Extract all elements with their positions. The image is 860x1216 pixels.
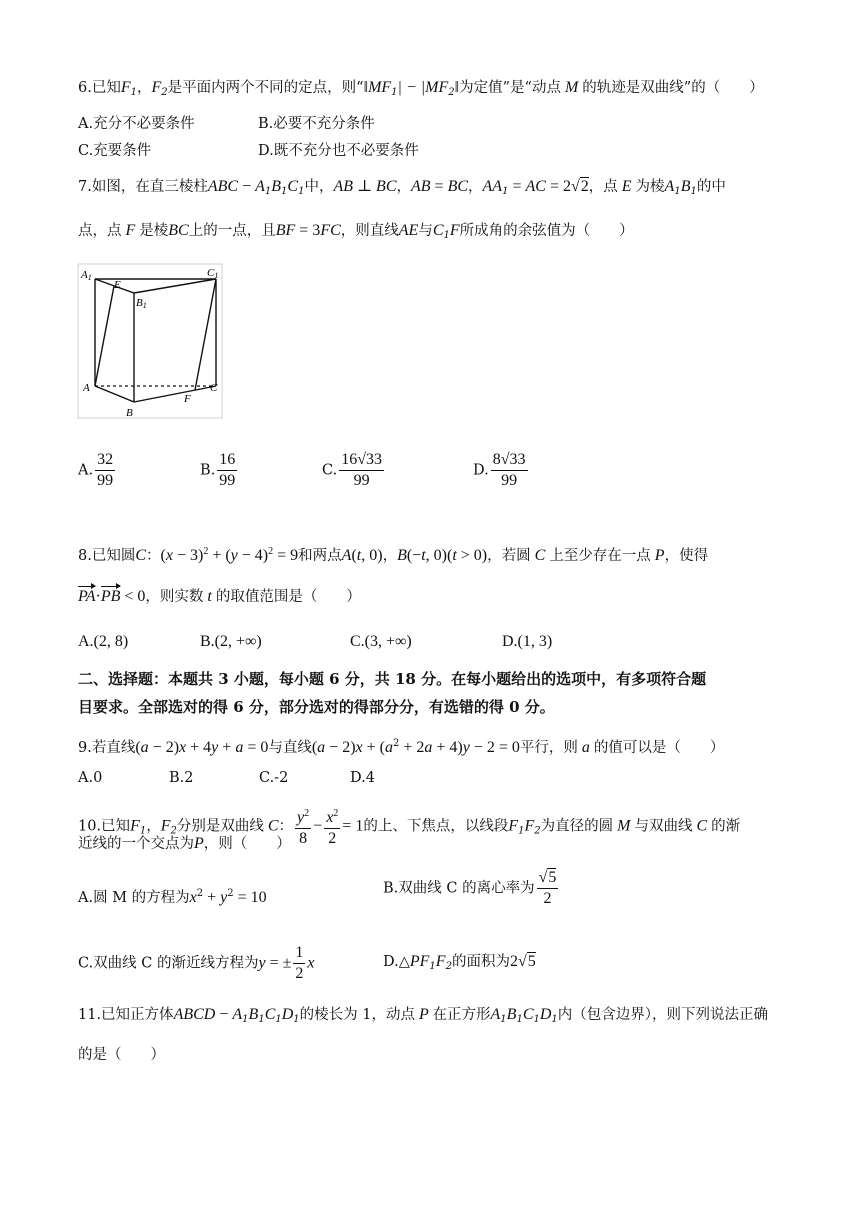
q10-option-c: C.双曲线 C 的渐近线方程为y = ± $\frac{1}{2}$ x bbox=[78, 944, 315, 982]
q6-option-b: B.必要不充分条件 bbox=[258, 116, 375, 132]
q6-option-c: C.充要条件 bbox=[78, 143, 152, 159]
q9-option-d: D.4 bbox=[350, 770, 375, 786]
q8-option-b: B.(2, +∞) bbox=[200, 633, 262, 650]
q9-stem: 9.若直线(a − 2)x + 4y + a = 0与直线$(a - 2)x + (a^2 + 2a + 4)y - 2 = 0$平行，则 a 的值可以是（ ） bbox=[78, 738, 725, 756]
q8-option-d: D.(1, 3) bbox=[502, 633, 553, 650]
q10-stem-line1: 10.已知$F_1$，$F_2$分别是双曲线 C： $\frac{y^2}{8}$ − $\frac{x^2}{2}$ = 1的上、下焦点，以线段$F_1F_2$为直径的圆 M 与双曲线 C 的渐 bbox=[78, 804, 740, 849]
q7-stem-line2: 点，点 F 是棱BC上的一点，且BF = 3FC，则直线AE与$C_1F$所成角的余弦值为（ ） bbox=[78, 222, 634, 241]
label-c1: C1 bbox=[207, 267, 219, 280]
q10-option-b: B.双曲线 C 的离心率为 $\frac{√5}{2}$ bbox=[383, 869, 557, 907]
label-a: A bbox=[83, 382, 90, 394]
label-c: C bbox=[210, 382, 218, 394]
q9-option-c: C.-2 bbox=[259, 770, 289, 786]
label-b1: B1 bbox=[136, 297, 147, 310]
q11-stem-line1: 11.已知正方体ABCD − $A_1B_1C_1D_1$的棱长为 1，动点 P 在正方形$A_1B_1C_1D_1$内（包含边界），则下列说法正确 bbox=[78, 1006, 769, 1025]
label-e: E bbox=[114, 279, 121, 291]
q9-option-b: B.2 bbox=[169, 770, 194, 786]
q8-stem-line1: 8.已知圆C：$(x - 3)^2 + (y - 4)^2 = 9$和两点A(t, 0)，B(−t, 0)(t > 0)，若圆 C 上至少存在一点 P，使得 bbox=[78, 546, 709, 564]
q7-option-b: B. $\frac{16}{99}$ bbox=[200, 451, 236, 489]
label-f: F bbox=[184, 393, 191, 405]
q6-option-d: D.既不充分也不必要条件 bbox=[258, 143, 419, 159]
q7-option-c: C. $\frac{16√33}{99}$ bbox=[322, 451, 382, 489]
q8-stem-line2: PA·PB < 0，则实数 t 的取值范围是（ ） bbox=[78, 586, 361, 608]
section2-heading-line1: 二、选择题：本题共 3 小题，每小题 6 分，共 18 分。在每小题给出的选项中，有多项符合题 bbox=[78, 670, 707, 688]
section2-heading-line2: 目要求。全部选对的得 6 分，部分选对的得部分分，有选错的得 0 分。 bbox=[78, 698, 555, 716]
q8-option-c: C.(3, +∞) bbox=[350, 633, 412, 650]
label-a1: A1 bbox=[81, 269, 92, 282]
q9-option-a: A.0 bbox=[78, 770, 103, 786]
q10-stem-line2: 近线的一个交点为P，则（ ） bbox=[78, 835, 291, 852]
q11-stem-line2: 的是（ ） bbox=[78, 1047, 165, 1063]
q10-option-a: A.圆 M 的方程为$x^2 + y^2 = 10$ bbox=[78, 888, 267, 906]
q8-option-a: A.(2, 8) bbox=[78, 633, 129, 650]
prism-figure bbox=[76, 262, 226, 422]
q10-option-d: $D.\triangle PF_1F_2$的面积为2√5 bbox=[383, 953, 536, 972]
q6-option-a: A.充分不必要条件 bbox=[78, 116, 195, 132]
label-b: B bbox=[126, 407, 133, 419]
q6-stem: 6.已知$F_1$，$F_2$是平面内两个不同的定点，则“$‖MF_1|$ − $|MF_2‖$为定值”是“动点 M 的轨迹是双曲线”的（ ） bbox=[78, 79, 764, 98]
q7-stem-line1: 7.如图，在直三棱柱ABC − $A_1B_1C_1$中，AB ⊥ BC，AB = BC，$AA_1$ = AC = 2√2，点 E 为棱$A_1B_1$的中 bbox=[78, 178, 726, 197]
q7-option-d: D. $\frac{8√33}{99}$ bbox=[473, 451, 526, 489]
q7-option-a: A. $\frac{32}{99}$ bbox=[78, 451, 114, 489]
